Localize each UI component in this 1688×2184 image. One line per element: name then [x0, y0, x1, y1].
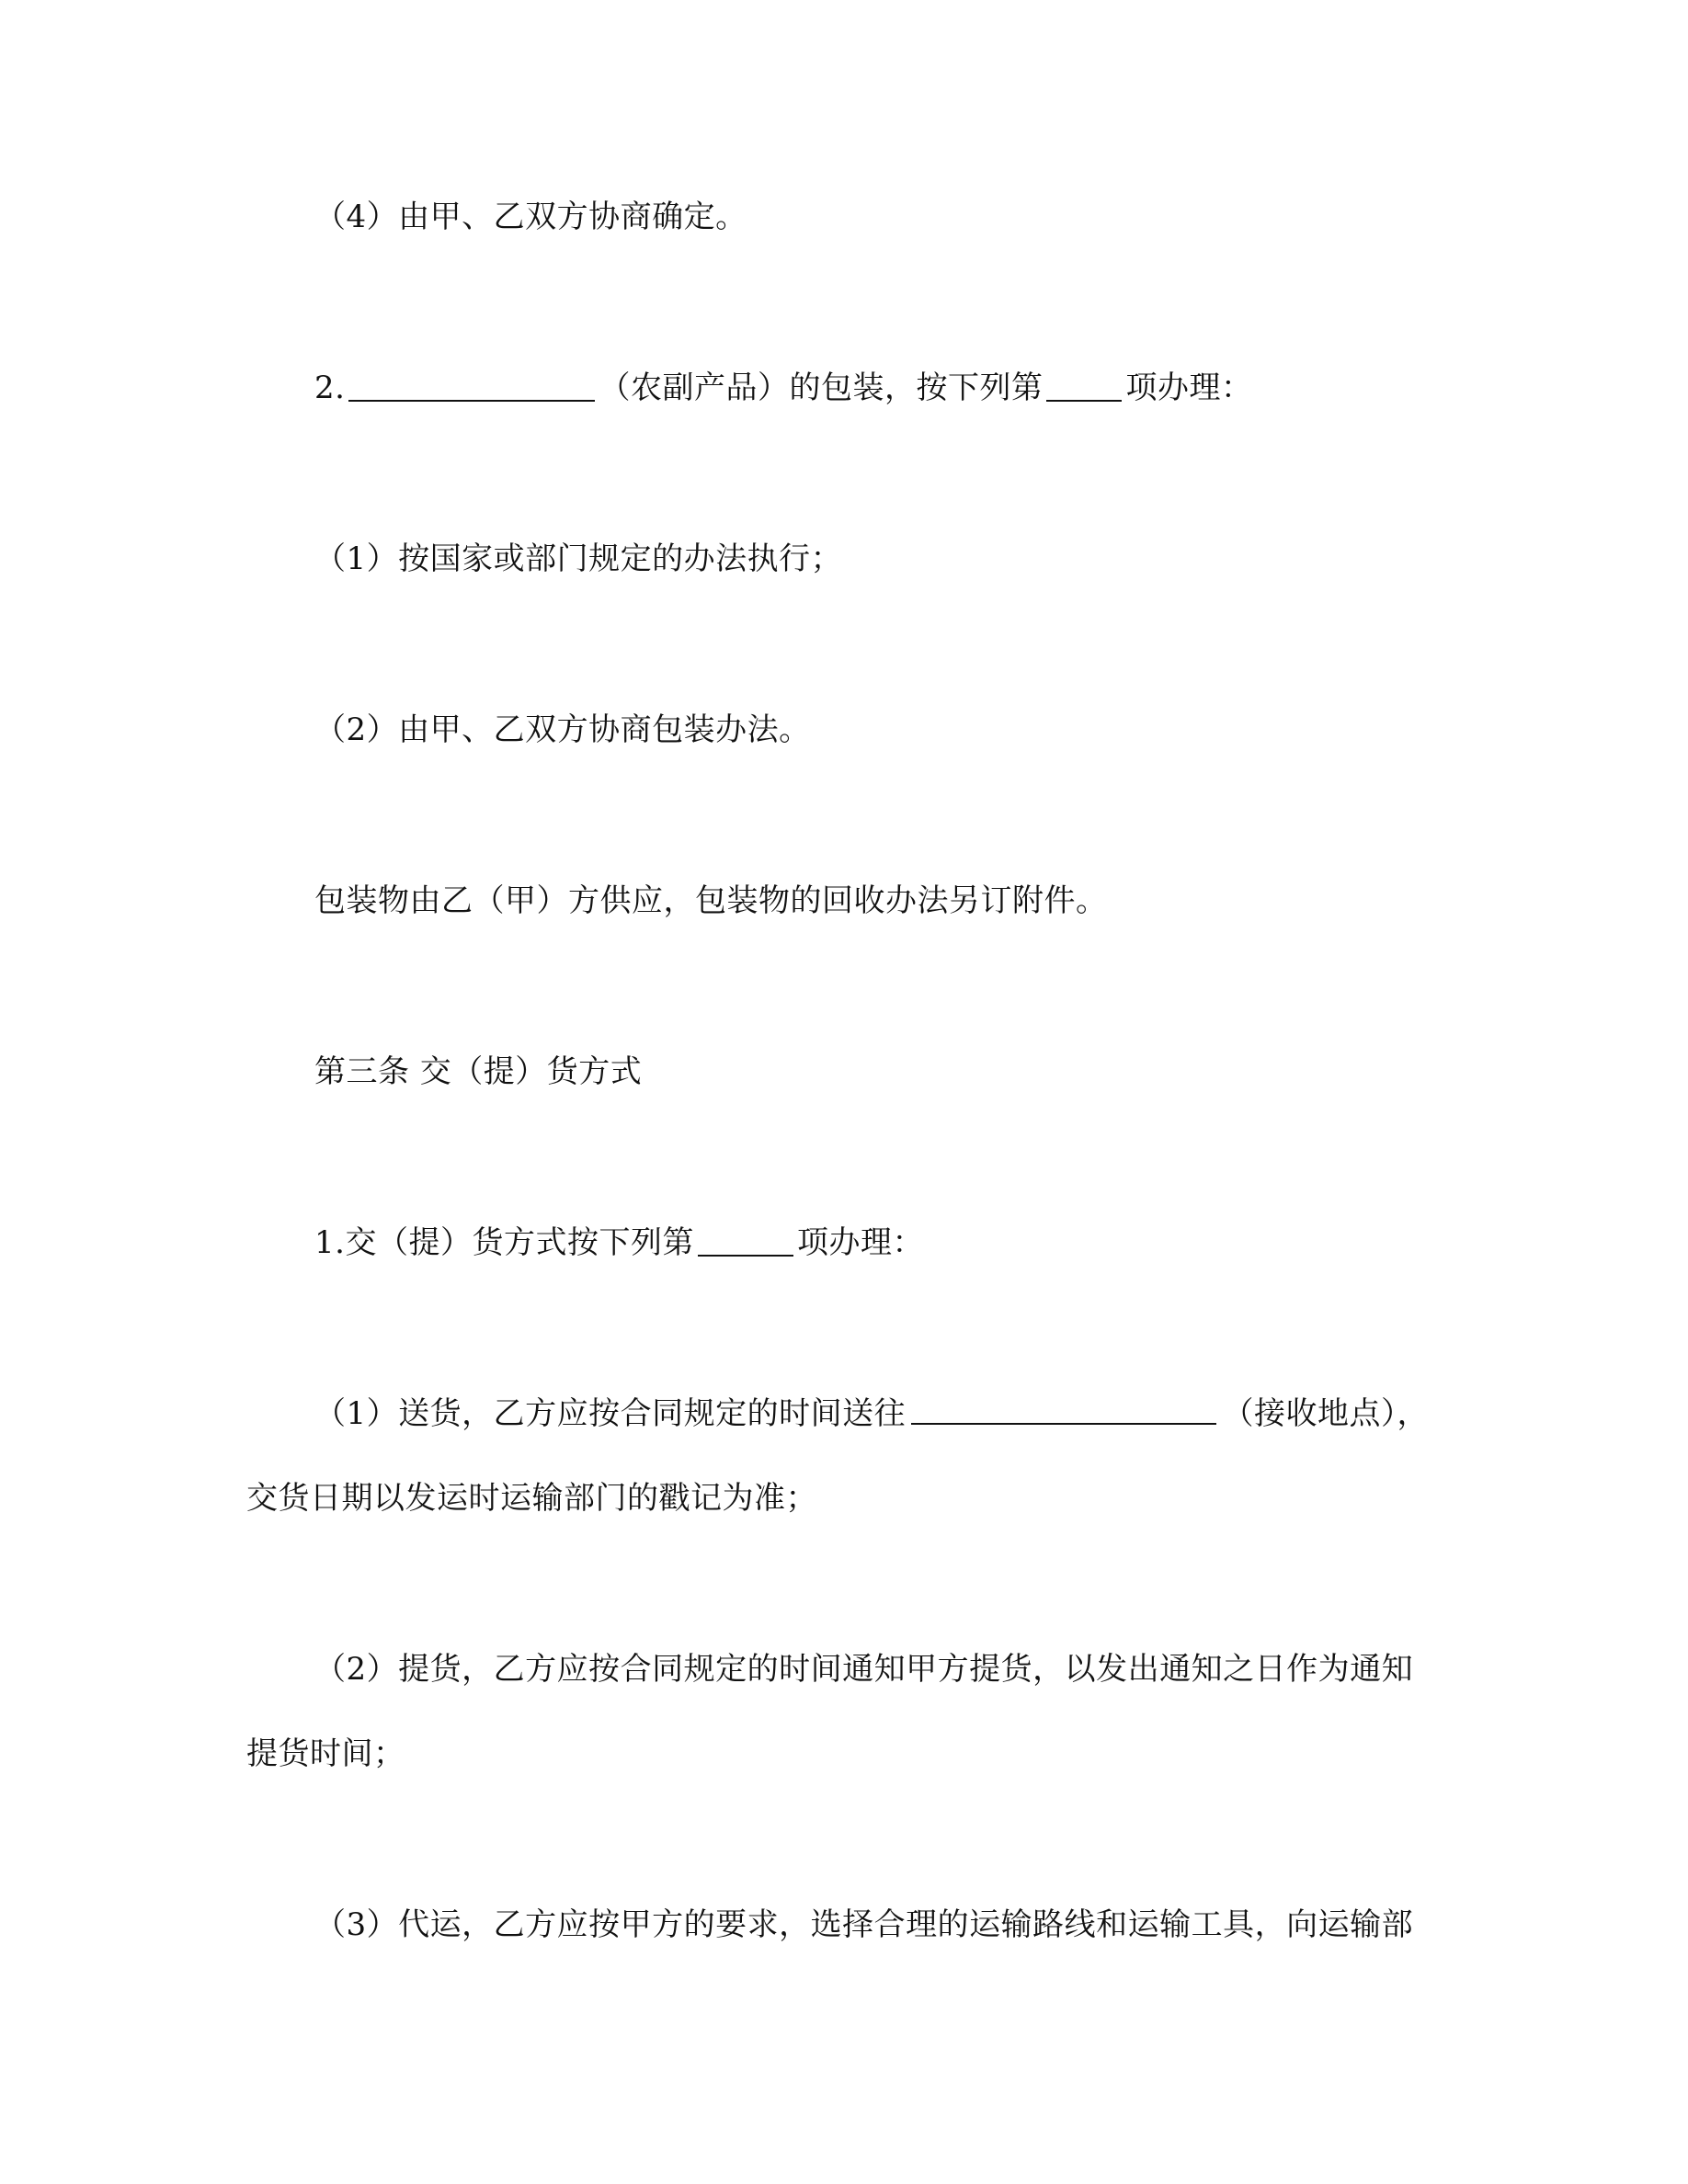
clause-number: 2. — [314, 370, 346, 406]
paragraph-pick-up-continued — [246, 1735, 405, 1772]
paragraph-text: （3）代运，乙方应按甲方的要求，选择合理的运输路线和运输工具，向运输部 — [314, 1906, 1414, 1943]
item-number-blank — [698, 1227, 793, 1257]
article-3-title — [314, 1053, 642, 1090]
paragraph-packaging-supply — [314, 882, 1108, 919]
paragraph-text: （接收地点）， — [1222, 1395, 1429, 1432]
paragraph-packaging-1 — [314, 540, 842, 577]
paragraph-packaging — [314, 370, 1252, 406]
paragraph-text: （1）送货，乙方应按合同规定的时间送往 — [314, 1395, 907, 1432]
paragraph-agent-shipping — [314, 1906, 1413, 1943]
paragraph-send-goods-continued — [246, 1480, 817, 1517]
paragraph-delivery-method — [314, 1224, 924, 1261]
paragraph-item-4 — [314, 199, 747, 235]
paragraph-text: 提货时间； — [246, 1735, 405, 1772]
paragraph-text: （1）按国家或部门规定的办法执行； — [314, 540, 843, 577]
paragraph-packaging-2 — [314, 711, 811, 748]
heading-text: 第三条 交（提）货方式 — [314, 1053, 643, 1090]
paragraph-text: 交货日期以发运时运输部门的戳记为准； — [246, 1480, 817, 1517]
paragraph-pick-up — [314, 1651, 1413, 1688]
paragraph-text: （4）由甲、乙双方协商确定。 — [314, 199, 747, 235]
paragraph-text: （农副产品）的包装，按下列第 — [599, 370, 1044, 406]
item-number-blank — [1046, 372, 1122, 402]
product-name-blank — [348, 372, 595, 402]
paragraph-text: （2）由甲、乙双方协商包装办法。 — [314, 711, 811, 748]
paragraph-text: （2）提货，乙方应按合同规定的时间通知甲方提货，以发出通知之日作为通知 — [314, 1651, 1414, 1688]
paragraph-text: 包装物由乙（甲）方供应，包装物的回收办法另订附件。 — [314, 882, 1108, 919]
paragraph-text: 项办理： — [1125, 370, 1253, 406]
receiving-place-blank — [911, 1395, 1216, 1425]
paragraph-send-goods — [314, 1395, 1429, 1432]
paragraph-text: 1.交（提）货方式按下列第 — [314, 1224, 694, 1261]
paragraph-text: 项办理： — [796, 1224, 924, 1261]
